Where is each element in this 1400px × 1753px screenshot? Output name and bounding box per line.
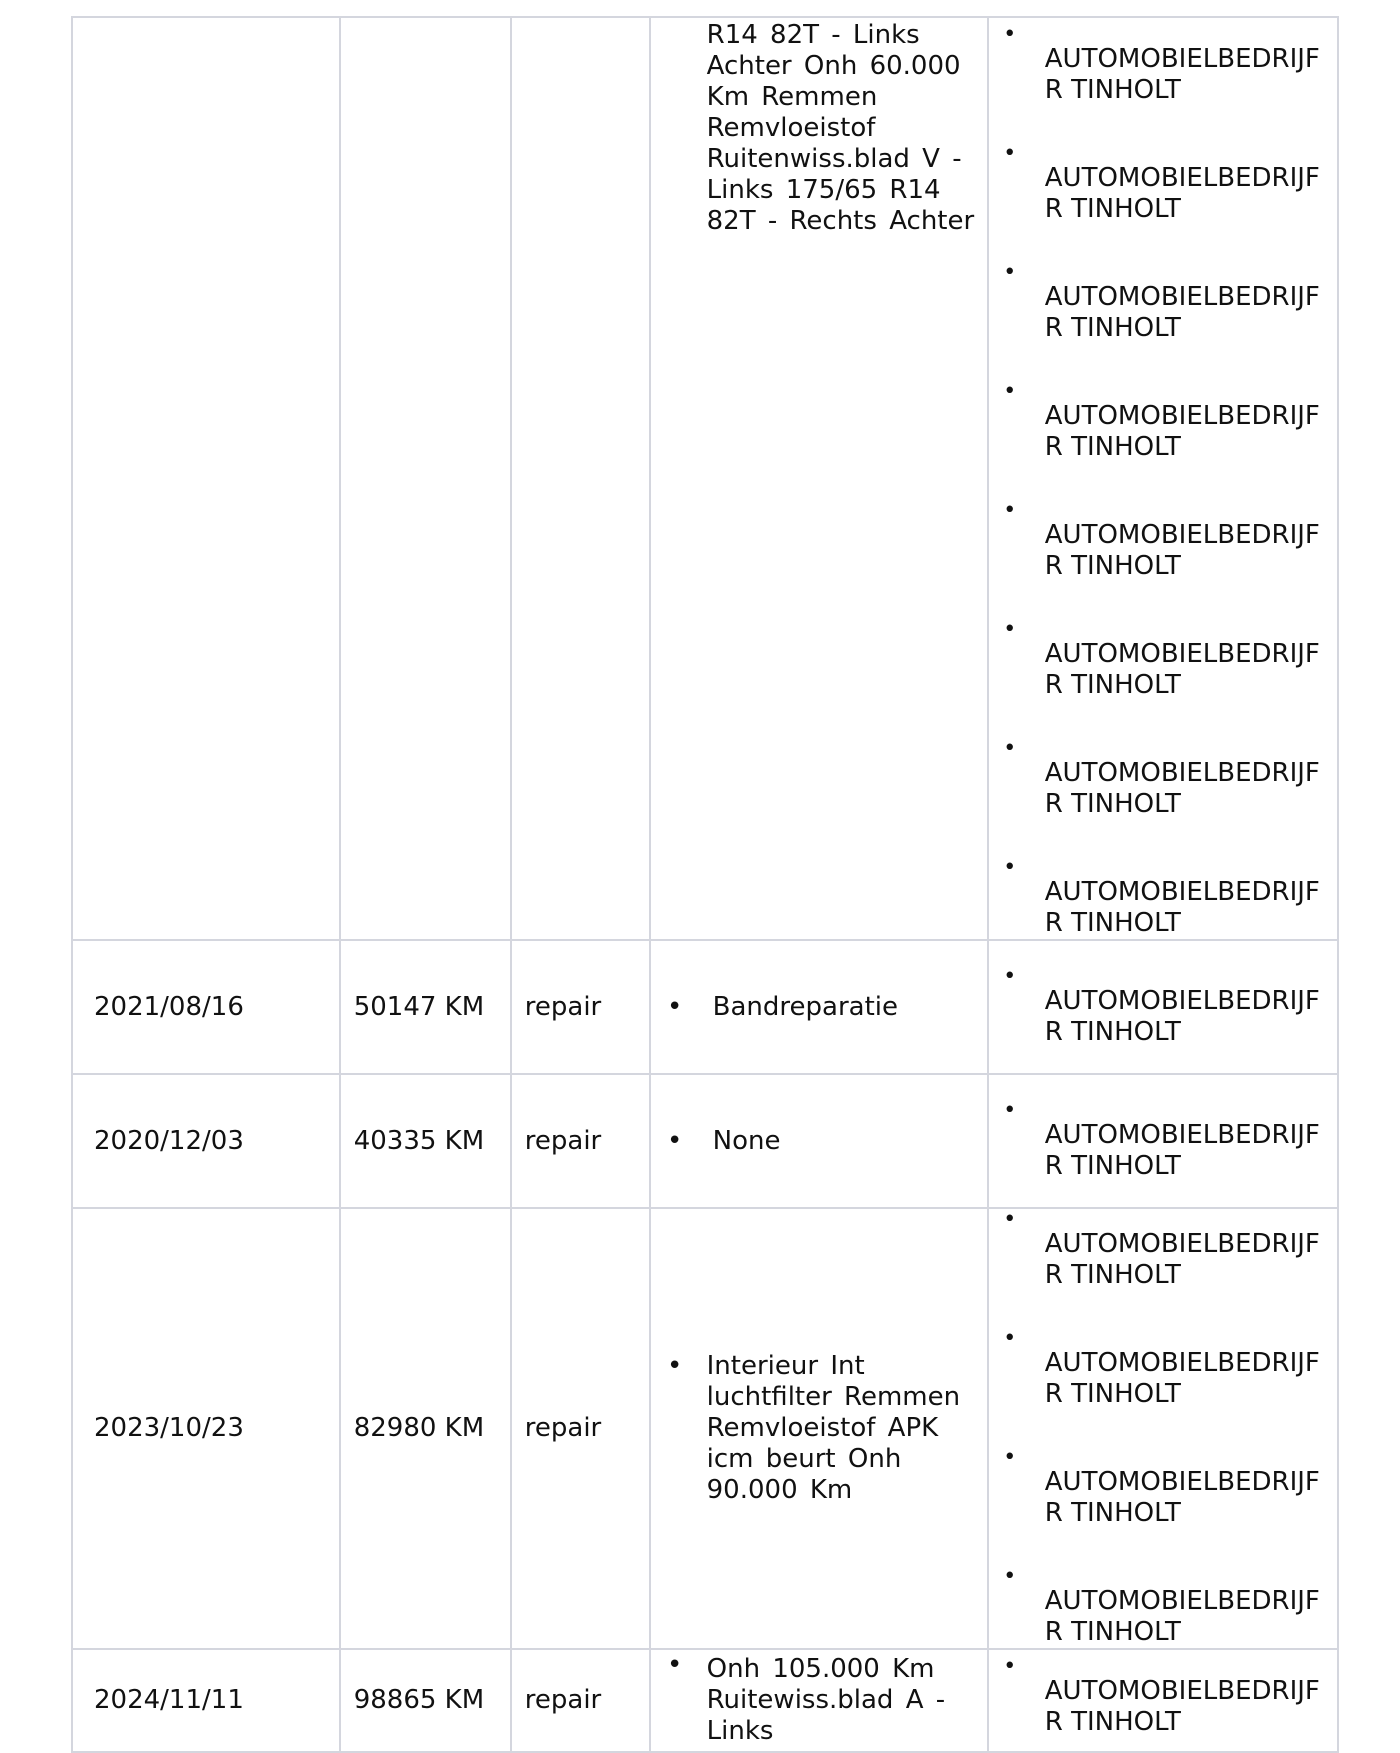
garage-name: AUTOMOBIELBEDRIJF R TINHOLT <box>1044 520 1320 581</box>
garage-name: AUTOMOBIELBEDRIJF R TINHOLT <box>1044 758 1320 819</box>
list-item <box>989 966 1337 1048</box>
list-item <box>989 1447 1337 1529</box>
garage-name: AUTOMOBIELBEDRIJF R TINHOLT <box>1044 986 1320 1047</box>
bullet-icon: • <box>1003 1564 1017 1589</box>
bullet-icon: • <box>1003 141 1017 166</box>
description-text: Onh 105.000 Km Ruitewiss.blad A - Links <box>706 1654 946 1746</box>
bullet-icon: • <box>1003 260 1017 285</box>
garage-list <box>989 966 1337 1048</box>
garage-name: AUTOMOBIELBEDRIJF R TINHOLT <box>1044 282 1320 343</box>
description-text: R14 82T - Links Achter Onh 60.000 Km Remmen Remvloeistof Ruitenwiss.blad V - Links 175/65 R14 82T - Rechts Achter <box>706 20 975 236</box>
bullet-icon: • <box>1003 1098 1017 1123</box>
type-cell: repair <box>511 1208 650 1649</box>
list-item <box>989 1209 1337 1291</box>
date-cell: 2023/10/23 <box>72 1208 340 1649</box>
description-cell <box>650 17 988 940</box>
garage-name: AUTOMOBIELBEDRIJF R TINHOLT <box>1044 44 1320 105</box>
garage-name: AUTOMOBIELBEDRIJF R TINHOLT <box>1044 1586 1320 1647</box>
garage-list <box>989 1100 1337 1182</box>
garage-name: AUTOMOBIELBEDRIJF R TINHOLT <box>1044 1120 1320 1181</box>
bullet-icon: • <box>1003 1326 1017 1351</box>
garage-list <box>989 1209 1337 1648</box>
garage-list <box>989 18 1337 939</box>
table-row <box>72 1649 1338 1752</box>
mileage-cell: 82980 KM <box>340 1208 511 1649</box>
garage-cell <box>988 1208 1338 1649</box>
table-row <box>72 1074 1338 1208</box>
garage-cell <box>988 940 1338 1074</box>
bullet-icon: • <box>1003 1445 1017 1470</box>
table-row <box>72 17 1338 940</box>
list-item <box>989 1566 1337 1648</box>
list-item <box>989 381 1337 463</box>
list-item <box>989 619 1337 701</box>
list-item <box>989 500 1337 582</box>
bullet-icon: • <box>1003 22 1017 47</box>
bullet-icon: • <box>1003 617 1017 642</box>
type-cell: repair <box>511 1074 650 1208</box>
description-cell <box>650 1074 988 1208</box>
list-item <box>989 738 1337 820</box>
mileage-cell <box>340 17 511 940</box>
garage-cell <box>988 17 1338 940</box>
table-row <box>72 1208 1338 1649</box>
garage-name: AUTOMOBIELBEDRIJF R TINHOLT <box>1044 1348 1320 1409</box>
mileage-cell: 50147 KM <box>340 940 511 1074</box>
description-text: Bandreparatie <box>712 991 898 1022</box>
description-cell <box>650 1649 988 1752</box>
bullet-icon: • <box>1003 855 1017 880</box>
date-cell <box>72 17 340 940</box>
bullet-icon: • <box>666 991 683 1022</box>
description-text: Interieur Int luchtfilter Remmen Remvloeistof APK icm beurt Onh 90.000 Km <box>706 1351 961 1505</box>
table-row <box>72 940 1338 1074</box>
garage-name: AUTOMOBIELBEDRIJF R TINHOLT <box>1044 639 1320 700</box>
type-cell: repair <box>511 940 650 1074</box>
list-item <box>989 857 1337 939</box>
garage-name: AUTOMOBIELBEDRIJF R TINHOLT <box>1044 1676 1320 1737</box>
date-cell: 2024/11/11 <box>72 1649 340 1752</box>
bullet-icon: • <box>1003 498 1017 523</box>
description-cell <box>650 940 988 1074</box>
garage-name: AUTOMOBIELBEDRIJF R TINHOLT <box>1044 163 1320 224</box>
bullet-icon: • <box>1003 964 1017 989</box>
garage-list <box>989 1650 1337 1738</box>
description-cell <box>650 1208 988 1649</box>
garage-name: AUTOMOBIELBEDRIJF R TINHOLT <box>1044 1467 1320 1528</box>
garage-name: AUTOMOBIELBEDRIJF R TINHOLT <box>1044 877 1320 938</box>
date-cell: 2021/08/16 <box>72 940 340 1074</box>
bullet-icon: • <box>1003 379 1017 404</box>
list-item <box>989 1656 1337 1738</box>
mileage-cell: 40335 KM <box>340 1074 511 1208</box>
garage-cell <box>988 1649 1338 1752</box>
description-text: None <box>712 1125 781 1156</box>
maintenance-history-table <box>71 16 1339 1753</box>
garage-name: AUTOMOBIELBEDRIJF R TINHOLT <box>1044 1229 1320 1290</box>
bullet-icon: • <box>666 1125 683 1156</box>
garage-cell <box>988 1074 1338 1208</box>
bullet-icon: • <box>1003 736 1017 761</box>
list-item <box>989 1100 1337 1182</box>
mileage-cell: 98865 KM <box>340 1649 511 1752</box>
type-cell: repair <box>511 1649 650 1752</box>
bullet-icon: • <box>1003 1207 1017 1232</box>
garage-name: AUTOMOBIELBEDRIJF R TINHOLT <box>1044 401 1320 462</box>
list-item <box>989 143 1337 225</box>
type-cell <box>511 17 650 940</box>
list-item <box>989 262 1337 344</box>
date-cell: 2020/12/03 <box>72 1074 340 1208</box>
list-item <box>989 1328 1337 1410</box>
bullet-icon: • <box>666 1650 683 1680</box>
bullet-icon: • <box>1003 1654 1017 1679</box>
list-item <box>989 24 1337 106</box>
bullet-icon: • <box>666 1351 683 1381</box>
